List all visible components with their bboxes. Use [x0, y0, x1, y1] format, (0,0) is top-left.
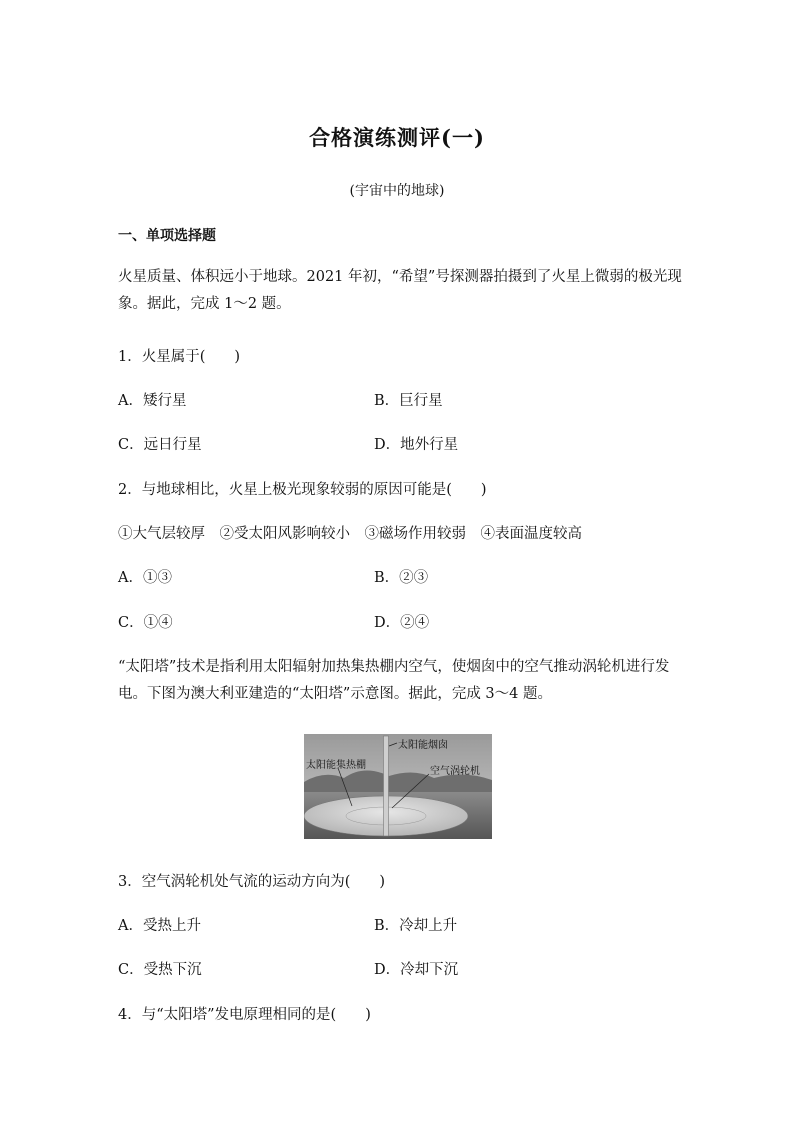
- question-2-option-d: D．②④: [374, 615, 430, 631]
- question-1-option-b: B．巨行星: [374, 393, 443, 409]
- question-2-option-a: A．①③: [118, 570, 172, 586]
- page-title: 合格演练测评(一): [309, 125, 485, 150]
- figure-label-collector: 太阳能集热棚: [306, 760, 366, 771]
- section-heading: 一、单项选择题: [118, 228, 216, 244]
- page-subtitle: (宇宙中的地球): [349, 183, 445, 199]
- solar-tower-figure: [304, 734, 492, 839]
- question-2-items: ①大气层较厚 ②受太阳风影响较小 ③磁场作用较弱 ④表面温度较高: [118, 526, 582, 542]
- question-4-stem: 4．与“太阳塔”发电原理相同的是( ): [118, 1007, 371, 1023]
- passage-2: “太阳塔”技术是指利用太阳辐射加热集热棚内空气，使烟囱中的空气推动涡轮机进行发电。下图为澳大利亚建造的“太阳塔”示意图。据此，完成 3～4 题。: [118, 659, 670, 702]
- figure-label-turbine: 空气涡轮机: [430, 766, 480, 777]
- question-1-option-d: D．地外行星: [374, 437, 459, 453]
- question-2-option-b: B．②③: [374, 570, 429, 586]
- question-2-option-c: C．①④: [118, 615, 173, 631]
- question-1-option-c: C．远日行星: [118, 437, 202, 453]
- question-2-stem: 2．与地球相比，火星上极光现象较弱的原因可能是( ): [118, 482, 487, 498]
- question-3-option-c: C．受热下沉: [118, 962, 202, 978]
- question-1-option-a: A．矮行星: [118, 393, 187, 409]
- figure-label-chimney: 太阳能烟囱: [398, 740, 448, 751]
- question-3-option-d: D．冷却下沉: [374, 962, 459, 978]
- passage-1: 火星质量、体积远小于地球。2021 年初，“希望”号探测器拍摄到了火星上微弱的极光现象。据此，完成 1～2 题。: [118, 269, 682, 312]
- question-3-option-b: B．冷却上升: [374, 918, 458, 934]
- question-3-option-a: A．受热上升: [118, 918, 201, 934]
- question-3-stem: 3．空气涡轮机处气流的运动方向为( ): [118, 874, 386, 890]
- question-1-stem: 1．火星属于( ): [118, 349, 241, 365]
